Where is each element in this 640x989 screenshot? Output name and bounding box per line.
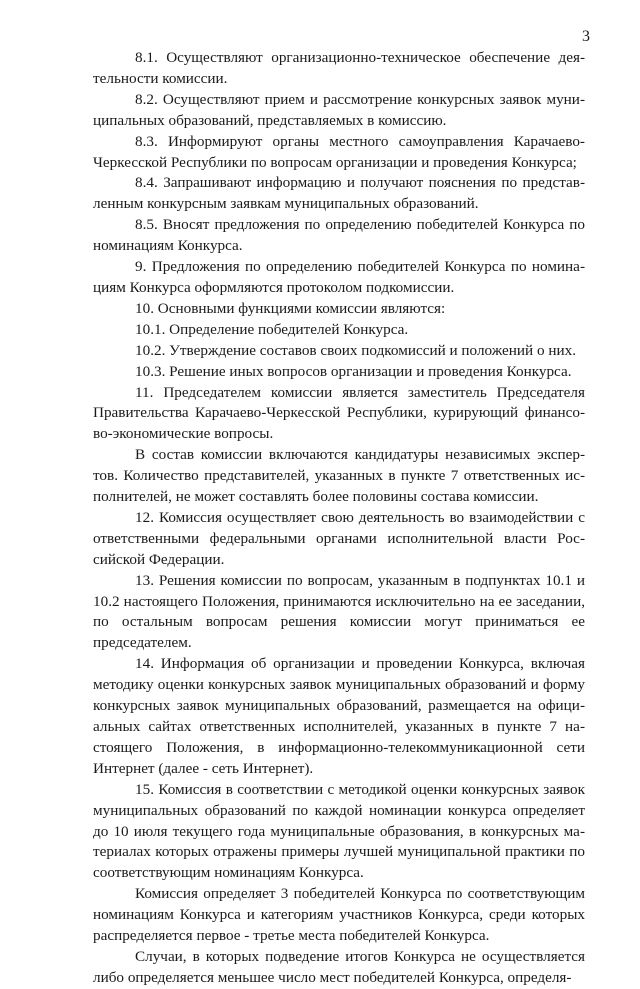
paragraph-10: 10. Основными функциями комиссии являются: [135,299,446,317]
paragraph-8-1: 8.1. Осуществляют организационно-техническое обеспечение деятельности комиссии. [93,49,585,87]
paragraph-10-1: 10.1. Определение победителей Конкурса. [135,320,409,338]
paragraph-8-4: 8.4. Запрашивают информацию и получают пояснения по представленным конкурсным заявкам муниципальных образований. [93,174,585,213]
paragraph-8-3: 8.3. Информируют органы местного самоуправления Карачаево-Черкесской Республики по вопросам организации и проведения Конкурса; [93,132,585,171]
paragraph-11: 11. Председателем комиссии является заместитель Председателя Правительства Карачаево-Черкесской Республики, курирующий финансово-экономические вопросы. [93,383,585,443]
paragraph-11-experts: В состав комиссии включаются кандидатуры независимых экспертов. Количество представителей, указанных в пункте 7 ответственных исполнителей, не может составлять более половины состава комиссии. [93,446,585,506]
paragraph-15-cases: Случаи, в которых подведение итогов Конкурса не осуществляется либо определяется меньшее число мест победителей Конкурса, определя- [93,947,585,986]
paragraph-13: 13. Решения комиссии по вопросам, указанным в подпунктах 10.1 и 10.2 настоящего Положения, принимаются исключительно на ее заседании, по остальным вопросам решения комиссии могут приниматься ее председателем. [93,571,585,652]
paragraph-12: 12. Комиссия осуществляет свою деятельность во взаимодействии с ответственными федеральными органами исполнительной власти Российской Федерации. [93,508,585,568]
paragraph-15-winners: Комиссия определяет 3 победителей Конкурса по соответствующим номинациям Конкурса и категориям участников Конкурса, среди которых распределяется первое - третье места победителей Конкурса. [93,885,585,945]
document-body [93,48,585,989]
paragraph-9: 9. Предложения по определению победителей Конкурса по номинациям Конкурса оформляются протоколом подкомиссии. [93,258,585,296]
paragraph-10-2: 10.2. Утверждение составов своих подкомиссий и положений о них. [135,341,576,359]
paragraph-8-5: 8.5. Вносят предложения по определению победителей Конкурса по номинациям Конкурса. [93,216,585,255]
page-number: 3 [582,28,590,45]
paragraph-8-2: 8.2. Осуществляют прием и рассмотрение конкурсных заявок муниципальных образований, представляемых в комиссию. [93,90,585,129]
paragraph-14: 14. Информация об организации и проведении Конкурса, включая методику оценки конкурсных заявок муниципальных образований и форму конкурсных заявок муниципальных образований, размещается на официальных сайтах ответственных исполнителей, указанных в пункте 7 настоящего Положения, в информационно-телекоммуникационной сети Интернет (далее - сеть Интернет). [93,655,585,777]
paragraph-15: 15. Комиссия в соответствии с методикой оценки конкурсных заявок муниципальных образований по каждой номинации конкурса определяет до 10 июля текущего года муниципальные образования, в конкурсных материалах которых отражены примеры лучшей муниципальной практики по соответствующим номинациям Конкурса. [93,780,585,882]
paragraph-10-3: 10.3. Решение иных вопросов организации и проведения Конкурса. [135,362,572,380]
